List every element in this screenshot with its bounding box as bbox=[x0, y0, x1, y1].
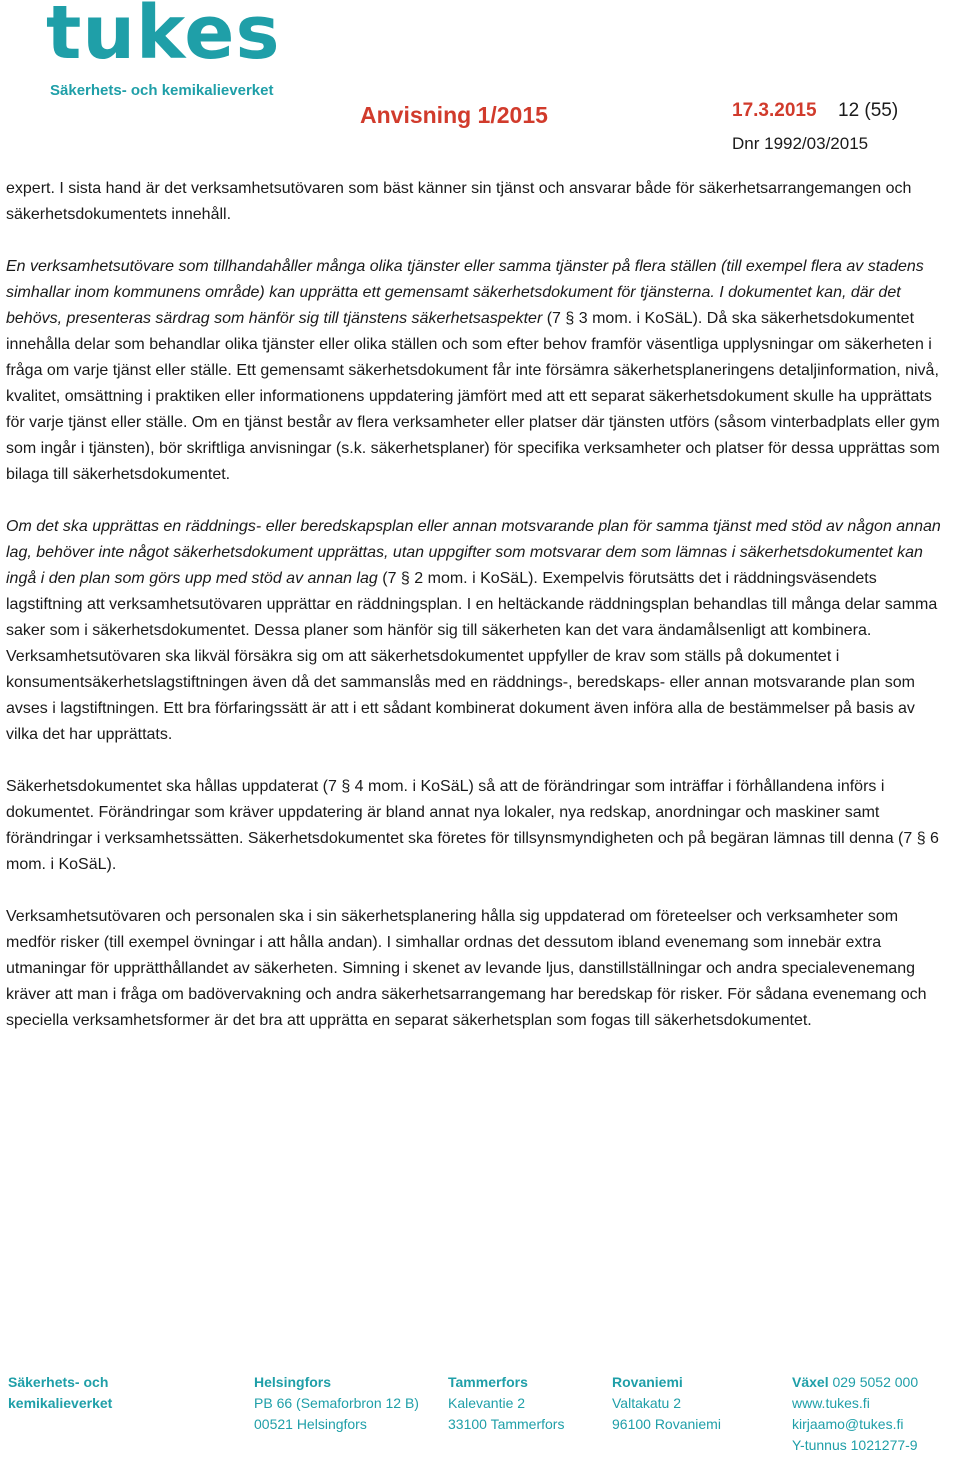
document-dnr: Dnr 1992/03/2015 bbox=[732, 134, 869, 153]
footer-tampere bbox=[448, 1372, 564, 1435]
footer-ytunnus: Y-tunnus 1021277-9 bbox=[792, 1437, 918, 1453]
paragraph-2-text: (7 § 3 mom. i KoSäL). Då ska säkerhetsdokumentet innehålla delar som behandlar olika tjänster eller olika ställen och som efter behov framför väsentliga upplysningar om säkerheten i fråga om varje tjänst eller ställe. Ett gemensamt säkerhetsdokument får inte försämra säkerhetsplaneringens detaljinformation, nivå, kvalitet, omsättning i praktiken eller informationens uppdatering jämfört med att ett separat säkerhetsdokument skulle ha upprättats för varje tjänst eller ställe. Om en tjänst består av flera verksamheter eller platser där tjänsten utförs (såsom vinterbadplats eller gym som ingår i tjänsten), bör skriftliga anvisningar (s.k. säkerhetsplaner) för specifika verksamheter och platser för dessa upprättas som bilaga till säkerhetsdokumentet. bbox=[6, 310, 940, 483]
document-body bbox=[6, 176, 950, 1060]
footer-org-line1: Säkerhets- och bbox=[8, 1374, 109, 1390]
footer-rovaniemi-head: Rovaniemi bbox=[612, 1374, 683, 1390]
footer-org bbox=[8, 1372, 112, 1414]
footer-rovaniemi bbox=[612, 1372, 721, 1435]
paragraph-4: Säkerhetsdokumentet ska hållas uppdaterat (7 § 4 mom. i KoSäL) så att de förändringar som inträffar i förhållandena införs i dokumentet. Förändringar som kräver uppdatering är bland annat nya lokaler, nya redskap, anordningar och maskiner samt förändringar i verksamhetssätten. Säkerhetsdokumentet ska företes för tillsynsmyndigheten och på begäran lämnas till denna (7 § 6 mom. i KoSäL). bbox=[6, 778, 939, 873]
document-date: 17.3.2015 bbox=[732, 100, 817, 121]
logo-wordmark: tukes bbox=[46, 0, 281, 76]
footer-phone-label: Växel bbox=[792, 1374, 829, 1390]
footer-helsinki-line2: 00521 Helsingfors bbox=[254, 1416, 367, 1432]
paragraph-3-text: (7 § 2 mom. i KoSäL). Exempelvis förutsätts det i räddningsväsendets lagstiftning att verksamhetsutövaren upprättar en räddningsplan. I en heltäckande räddningsplan behandlas till många delar samma saker som i säkerhetsdokumentet. Dessa planer som hänför sig till säkerheten kan det vara ändamålsenligt att kombinera. Verksamhetsutövaren ska likväl försäkra sig om att säkerhetsdokumentet uppfyller de krav som ställs på dokumentet i konsumentsäkerhetslagstiftningen även då det sammanslås med en räddnings-, beredskaps- eller annan motsvarande plan som avses i lagstiftningen. Ett bra förfaringssätt är att i ett sådant kombinerat dokument även införa alla de bestämmelser på basis av vilka det har upprättats. bbox=[6, 570, 938, 743]
paragraph-2-italic: En verksamhetsutövare som tillhandahåller många olika tjänster eller samma tjänster på flera ställen (till exempel flera av stadens simhallar inom kommunens område) kan upprätta ett gemensamt säkerhetsdokument för tjänsterna. I dokumentet kan, där det behövs, presenteras särdrag som hänför sig till tjänstens säkerhetsaspekter bbox=[6, 258, 924, 327]
tukes-logo bbox=[46, 0, 281, 102]
footer-helsinki bbox=[254, 1372, 419, 1435]
footer-phone-number: 029 5052 000 bbox=[828, 1374, 919, 1390]
paragraph-3 bbox=[6, 514, 950, 748]
footer-contact bbox=[792, 1372, 918, 1456]
footer-phone-line bbox=[792, 1372, 918, 1393]
footer-email[interactable]: kirjaamo@tukes.fi bbox=[792, 1416, 904, 1432]
paragraph-2 bbox=[6, 254, 950, 488]
footer-tampere-head: Tammerfors bbox=[448, 1374, 528, 1390]
footer-org-line2: kemikalieverket bbox=[8, 1395, 113, 1411]
page-number: 12 (55) bbox=[838, 100, 899, 121]
page-footer bbox=[8, 1372, 948, 1458]
document-type: Anvisning 1/2015 bbox=[360, 102, 548, 128]
footer-website[interactable]: www.tukes.fi bbox=[792, 1395, 870, 1411]
footer-helsinki-line1: PB 66 (Semaforbron 12 B) bbox=[254, 1395, 419, 1411]
paragraph-3-italic: Om det ska upprättas en räddnings- eller beredskapsplan eller annan motsvarande plan för samma tjänst med stöd av någon annan lag, behöver inte något säkerhetsdokument upprättas, utan uppgifter som motsvarar dem som lämnas i säkerhetsdokumentet kan ingå i den plan som görs upp med stöd av annan lag bbox=[6, 518, 941, 587]
footer-tampere-line2: 33100 Tammerfors bbox=[448, 1416, 565, 1432]
footer-helsinki-head: Helsingfors bbox=[254, 1374, 332, 1390]
paragraph-1: expert. I sista hand är det verksamhetsutövaren som bäst känner sin tjänst och ansvarar både för säkerhetsarrangemangen och säkerhetsdokumentets innehåll. bbox=[6, 180, 912, 223]
footer-tampere-line1: Kalevantie 2 bbox=[448, 1395, 526, 1411]
logo-subtitle: Säkerhets- och kemikalieverket bbox=[50, 82, 274, 99]
paragraph-5: Verksamhetsutövaren och personalen ska i sin säkerhetsplanering hålla sig uppdaterad om företeelser och verksamheter som medför risker (till exempel övningar i att hålla andan). I simhallar ordnas det dessutom ibland evenemang som innebär extra utmaningar för upprätthållandet av säkerheten. Simning i skenet av levande ljus, danstillställningar och andra specialevenemang kräver att man i fråga om badövervakning och andra säkerhetsarrangemang har beredskap för risker. För sådana evenemang och speciella verksamhetsformer är det bra att upprätta en separat säkerhetsplan som fogas till säkerhetsdokumentet. bbox=[6, 908, 927, 1029]
footer-rovaniemi-line2: 96100 Rovaniemi bbox=[612, 1416, 721, 1432]
footer-rovaniemi-line1: Valtakatu 2 bbox=[612, 1395, 682, 1411]
